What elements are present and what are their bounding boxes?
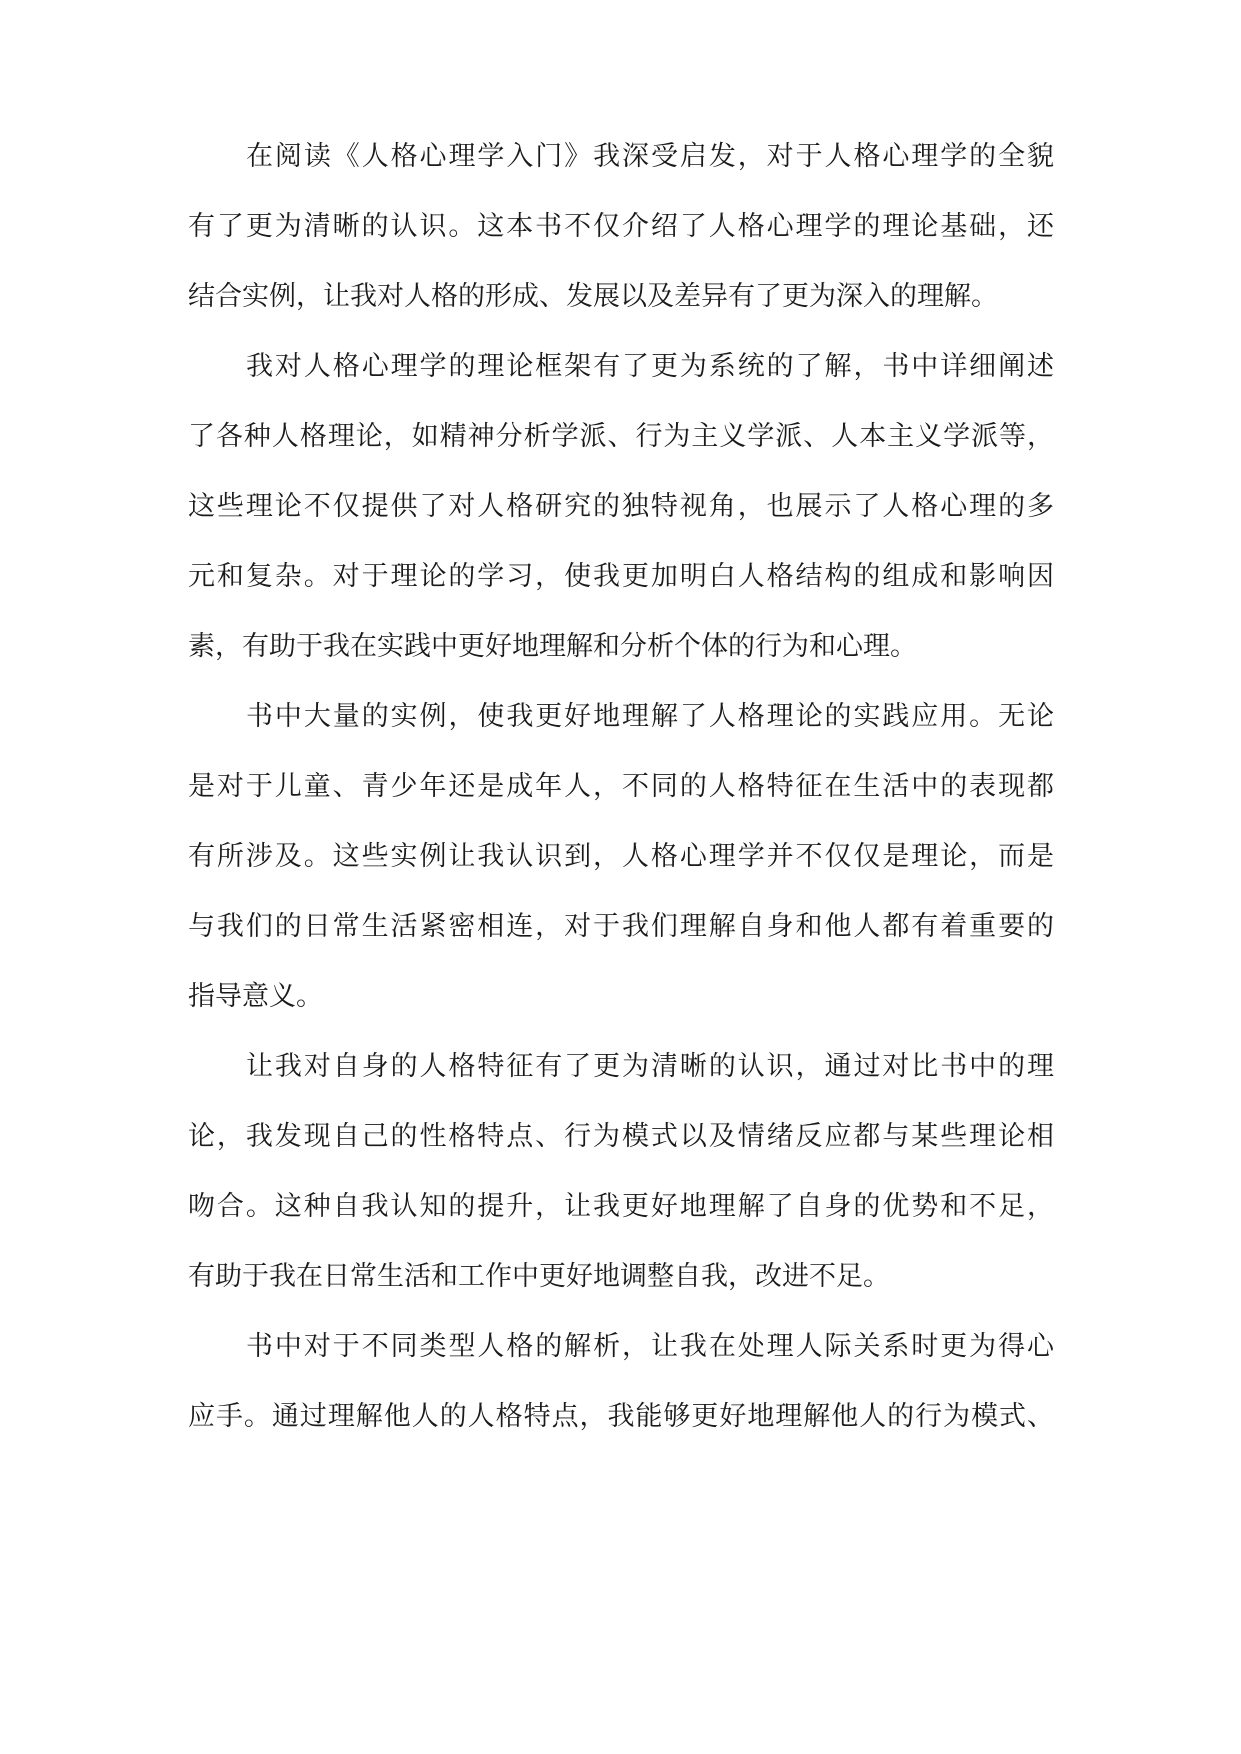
paragraph-line: 这些理论不仅提供了对人格研究的独特视角，也展示了人格心理的多 xyxy=(188,491,1054,522)
paragraph-line: 书中对于不同类型人格的解析，让我在处理人际关系时更为得心 xyxy=(246,1331,1054,1362)
paragraph-line: 书中大量的实例，使我更好地理解了人格理论的实践应用。无论 xyxy=(246,701,1054,732)
paragraph-line: 我对人格心理学的理论框架有了更为系统的了解，书中详细阐述 xyxy=(246,351,1054,382)
paragraph-line: 结合实例，让我对人格的形成、发展以及差异有了更为深入的理解。 xyxy=(188,281,998,312)
paragraph-line: 了各种人格理论，如精神分析学派、行为主义学派、人本主义学派等， xyxy=(188,421,1054,452)
paragraph-line: 元和复杂。对于理论的学习，使我更加明白人格结构的组成和影响因 xyxy=(188,561,1054,592)
paragraph-line: 应手。通过理解他人的人格特点，我能够更好地理解他人的行为模式、 xyxy=(188,1401,1054,1432)
paragraph-line: 让我对自身的人格特征有了更为清晰的认识，通过对比书中的理 xyxy=(246,1051,1054,1082)
paragraph-line: 吻合。这种自我认知的提升，让我更好地理解了自身的优势和不足， xyxy=(188,1191,1054,1222)
paragraph-line: 有助于我在日常生活和工作中更好地调整自我，改进不足。 xyxy=(188,1261,890,1292)
paragraph-line: 有所涉及。这些实例让我认识到，人格心理学并不仅仅是理论，而是 xyxy=(188,841,1054,872)
paragraph-line: 论，我发现自己的性格特点、行为模式以及情绪反应都与某些理论相 xyxy=(188,1121,1054,1152)
paragraph-line: 素，有助于我在实践中更好地理解和分析个体的行为和心理。 xyxy=(188,631,917,662)
paragraph-line: 指导意义。 xyxy=(188,981,323,1012)
paragraph-line: 在阅读《人格心理学入门》我深受启发，对于人格心理学的全貌 xyxy=(246,141,1054,172)
paragraph-line: 与我们的日常生活紧密相连，对于我们理解自身和他人都有着重要的 xyxy=(188,911,1054,942)
paragraph-line: 是对于儿童、青少年还是成年人，不同的人格特征在生活中的表现都 xyxy=(188,771,1054,802)
paragraph-line: 有了更为清晰的认识。这本书不仅介绍了人格心理学的理论基础，还 xyxy=(188,211,1054,242)
